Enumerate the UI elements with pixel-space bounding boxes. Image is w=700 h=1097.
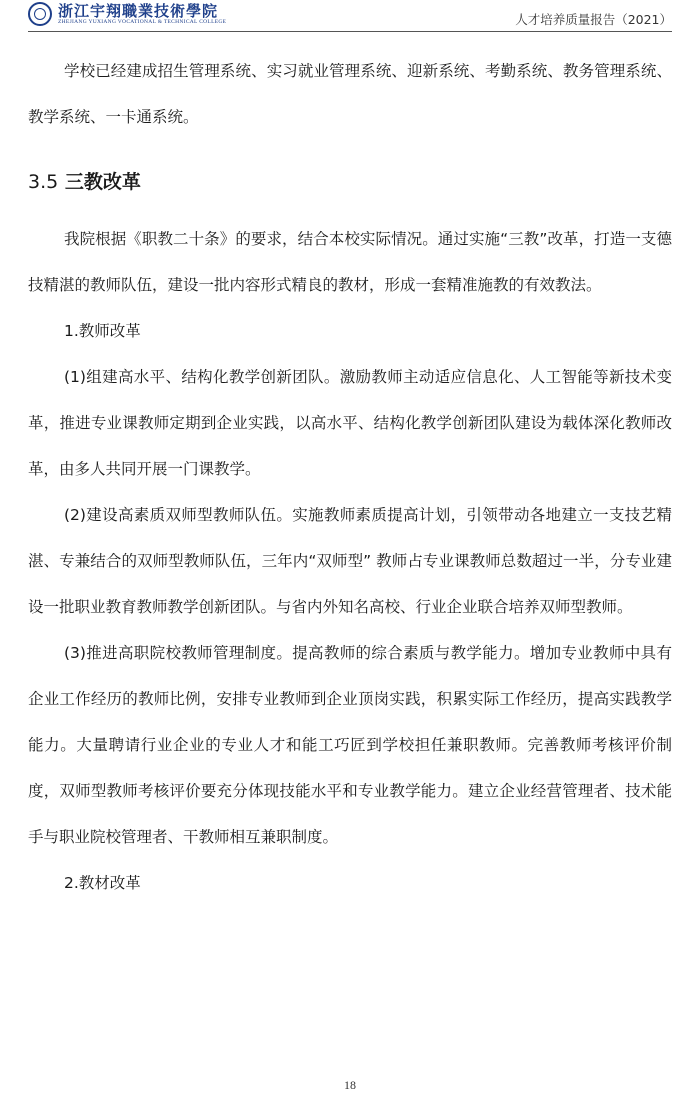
page-number: 18 [344,1078,356,1092]
section-title: 三教改革 [64,171,141,193]
subheading-teacher-reform: 1.教师改革 [64,322,141,340]
paragraph-intro: 学校已经建成招生管理系统、实习就业管理系统、迎新系统、考勤系统、教务管理系统、教学系统、一卡通系统。 [28,62,672,126]
page-header [28,0,672,32]
section-heading [28,162,672,202]
college-name-en: ZHEJIANG YUXIANG VOCATIONAL & TECHNICAL COLLEGE [58,18,227,25]
header-divider [28,31,672,32]
college-seal-icon [28,2,52,26]
paragraph-item-1: (1)组建高水平、结构化教学创新团队。激励教师主动适应信息化、人工智能等新技术变革，推进专业课教师定期到企业实践，以高水平、结构化教学创新团队建设为载体深化教师改革，由多人共同开展一门课教学。 [28,368,672,478]
subheading-textbook-reform: 2.教材改革 [64,874,141,892]
college-logo [28,2,226,26]
report-title: 人才培养质量报告（2021） [515,12,672,27]
section-number: 3.5 [28,171,59,193]
college-name-cn: 浙江宇翔職業技術學院 [58,1,219,20]
paragraph-lead: 我院根据《职教二十条》的要求，结合本校实际情况。通过实施“三教”改革，打造一支德技精湛的教师队伍，建设一批内容形式精良的教材，形成一套精准施教的有效教法。 [28,230,672,294]
page-body [28,48,672,906]
paragraph-item-2: (2)建设高素质双师型教师队伍。实施教师素质提高计划，引领带动各地建立一支技艺精湛、专兼结合的双师型教师队伍，三年内“双师型” 教师占专业课教师总数超过一半，分专业建设一批职业教育教师教学创新团队。与省内外知名高校、行业企业联合培养双师型教师。 [28,506,672,616]
paragraph-item-3: (3)推进高职院校教师管理制度。提高教师的综合素质与教学能力。增加专业教师中具有企业工作经历的教师比例，安排专业教师到企业顶岗实践，积累实际工作经历，提高实践教学能力。大量聘请行业企业的专业人才和能工巧匠到学校担任兼职教师。完善教师考核评价制度，双师型教师考核评价要充分体现技能水平和专业教学能力。建立企业经营管理者、技术能手与职业院校管理者、干教师相互兼职制度。 [28,644,672,846]
